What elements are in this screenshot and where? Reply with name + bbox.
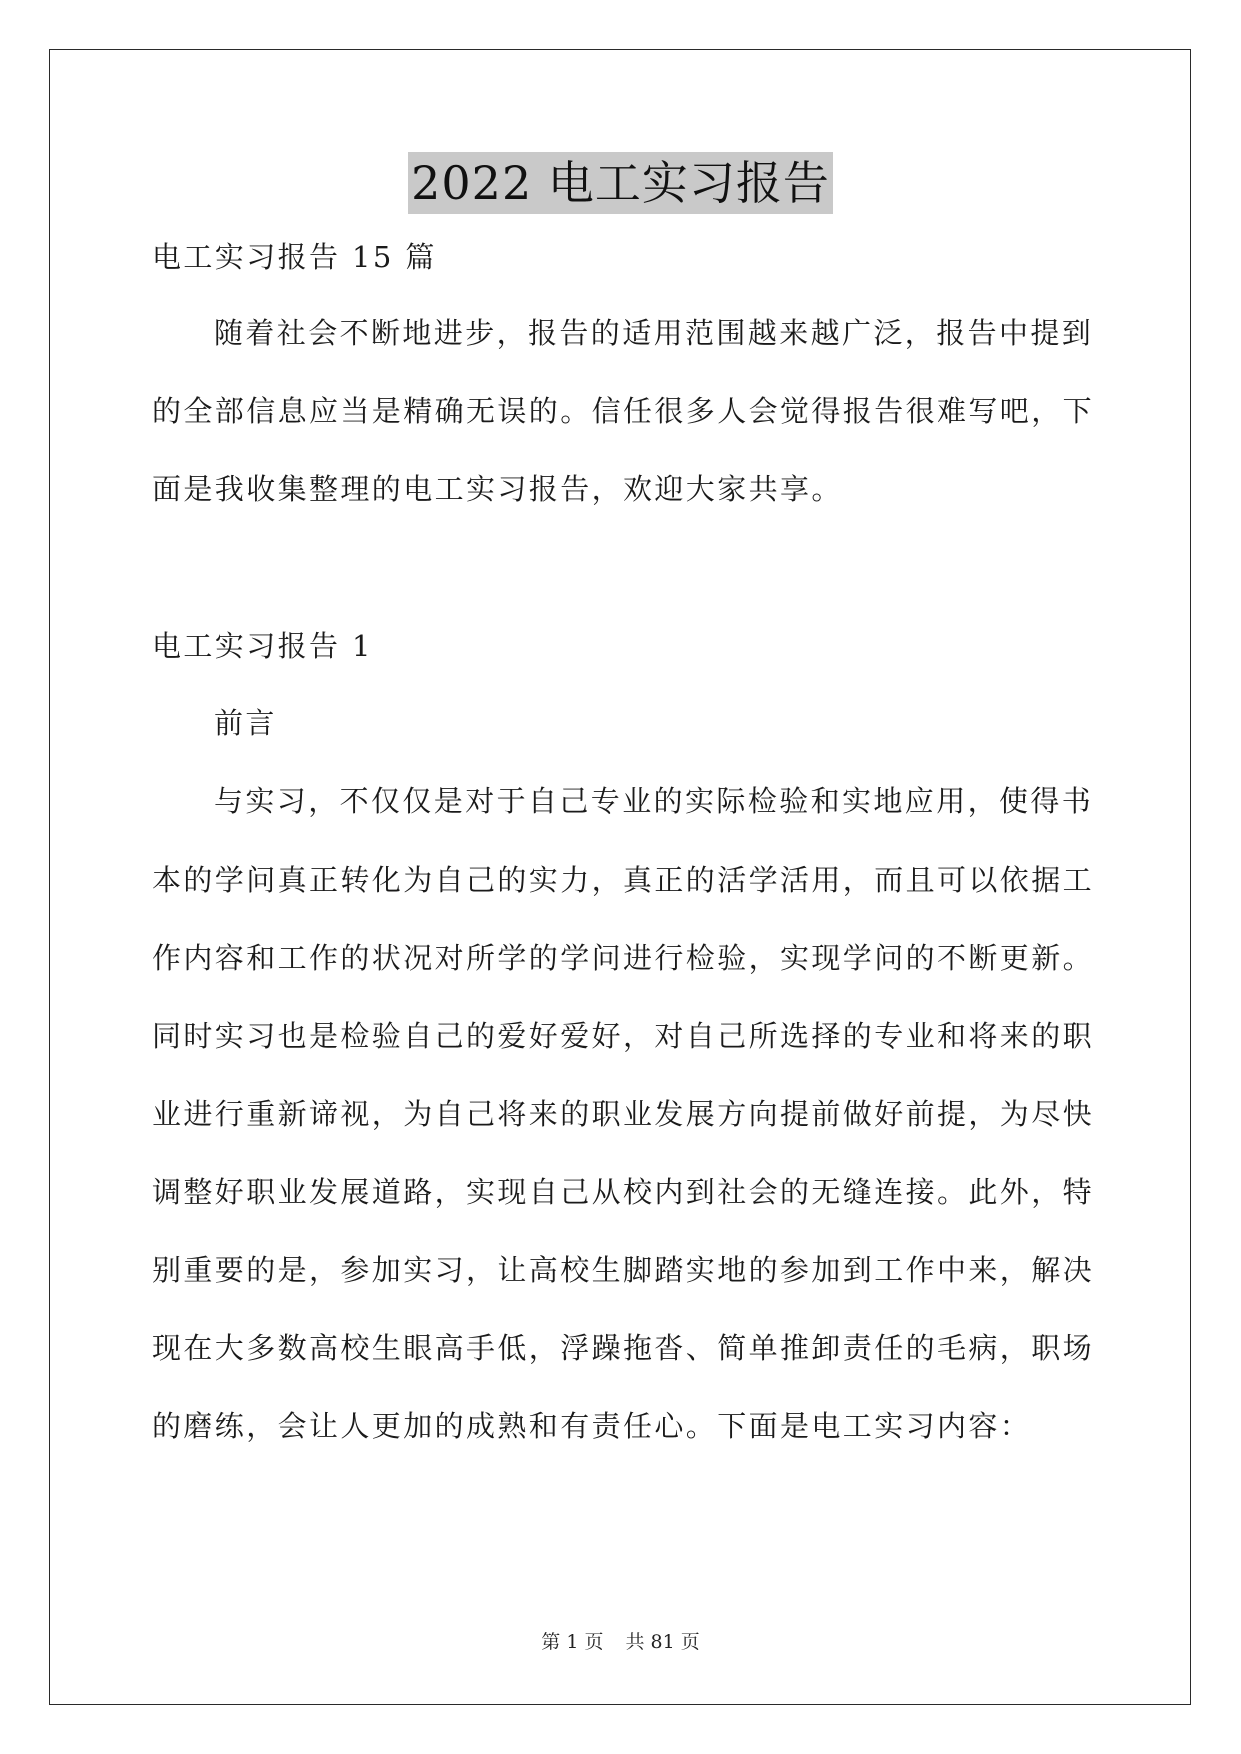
- body-line: 现在大多数高校生眼高手低，浮躁拖沓、简单推卸责任的毛病，职场: [152, 1331, 1095, 1365]
- preface-label: 前言: [214, 706, 277, 740]
- intro-line: 面是我收集整理的电工实习报告，欢迎大家共享。: [152, 472, 843, 506]
- intro-line: 随着社会不断地进步，报告的适用范围越来越广泛，报告中提到: [214, 316, 1094, 350]
- page-number-total: 共 81 页: [625, 1631, 700, 1653]
- section-heading: 电工实习报告 1: [152, 629, 373, 663]
- page-number-current: 第 1 页: [541, 1631, 604, 1653]
- body-line: 的磨练，会让人更加的成熟和有责任心。下面是电工实习内容：: [152, 1409, 1032, 1443]
- title-container: [0, 152, 1241, 214]
- body-line: 调整好职业发展道路，实现自己从校内到社会的无缝连接。此外，特: [152, 1175, 1095, 1209]
- body-line: 本的学问真正转化为自己的实力，真正的活学活用，而且可以依据工: [152, 863, 1095, 897]
- body-line: 与实习，不仅仅是对于自己专业的实际检验和实地应用，使得书: [214, 784, 1094, 818]
- page-footer: [0, 1627, 1241, 1654]
- intro-line: 的全部信息应当是精确无误的。信任很多人会觉得报告很难写吧，下: [152, 394, 1095, 428]
- body-line: 同时实习也是检验自己的爱好爱好，对自己所选择的专业和将来的职: [152, 1019, 1095, 1053]
- body-line: 业进行重新谛视，为自己将来的职业发展方向提前做好前提，为尽快: [152, 1097, 1095, 1131]
- body-line: 作内容和工作的状况对所学的学问进行检验，实现学问的不断更新。: [152, 941, 1095, 975]
- document-subtitle: 电工实习报告 15 篇: [152, 240, 437, 274]
- body-line: 别重要的是，参加实习，让高校生脚踏实地的参加到工作中来，解决: [152, 1253, 1095, 1287]
- document-title: 2022 电工实习报告: [408, 152, 833, 214]
